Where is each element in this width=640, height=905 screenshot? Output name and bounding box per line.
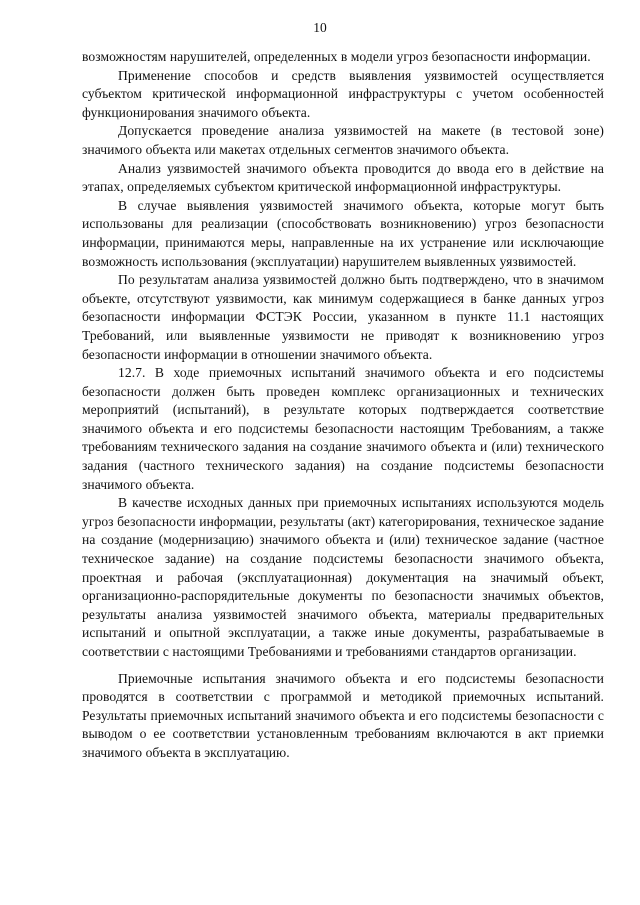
paragraph-vulnerability-remediation: В случае выявления уязвимостей значимого объекта, которые могут быть использованы для реализации (способствовать возникновению) угроз безопасности информации, принимаются меры, направленные на их устранение или исключающие возможность использования (эксплуатации) нарушителем выявленных уязвимостей.	[82, 197, 604, 269]
paragraph-acceptance-tests: Приемочные испытания значимого объекта и его подсистемы безопасности проводятся в соответствии с программой и методикой приемочных испытаний. Результаты приемочных испытаний значимого объекта и его подсистемы безопасности с выводом о ее соответствии установленным требованиям включаются в акт приемки значимого объекта в эксплуатацию.	[82, 670, 604, 760]
paragraph-analysis-timing: Анализ уязвимостей значимого объекта проводится до ввода его в действие на этапах, определяемых субъектом критической информационной инфраструктуры.	[82, 160, 604, 195]
paragraph-vulnerability-methods: Применение способов и средств выявления уязвимостей осуществляется субъектом критической информационной инфраструктуры с учетом особенностей функционирования значимого объекта.	[82, 67, 604, 120]
paragraph-analysis-results: По результатам анализа уязвимостей должно быть подтверждено, что в значимом объекте, отсутствуют уязвимости, как минимум содержащиеся в банке данных угроз безопасности информации ФСТЭК России, указанном в пункте 11.1 настоящих Требований, или выявленные уязвимости не приводят к возникновению угроз безопасности информации в отношении значимого объекта.	[82, 272, 604, 362]
page-number: 10	[313, 20, 327, 35]
paragraph-section-12-7: 12.7. В ходе приемочных испытаний значимого объекта и его подсистемы безопасности должен быть проведен комплекс организационных и технических мероприятий (испытаний), в результате которых подтверждается соответствие значимого объекта и его подсистемы безопасности настоящим Требованиям, а также требованиям технического задания на создание значимого объекта и (или) технического задания (частного технического задания) на создание подсистемы безопасности значимого объекта.	[82, 365, 604, 492]
paragraph-continuation: возможностям нарушителей, определенных в модели угроз безопасности информации.	[82, 49, 591, 64]
document-body	[82, 48, 604, 763]
paragraph-input-data: В качестве исходных данных при приемочных испытаниях используются модель угроз безопасности информации, результаты (акт) категорирования, техническое задание на создание (модернизацию) значимого объекта и (или) техническое задание (частное техническое задание) на создание подсистемы безопасности значимого объекта, проектная и рабочая (эксплуатационная) документация на значимый объект, организационно-распорядительные документы по безопасности значимых объектов, результаты анализа уязвимостей значимого объекта, материалы предварительных испытаний и опытной эксплуатации, а также иные документы, разрабатываемые в соответствии с настоящими Требованиями и требованиями стандартов организации.	[82, 495, 604, 659]
paragraph-mockup-analysis: Допускается проведение анализа уязвимостей на макете (в тестовой зоне) значимого объекта или макетах отдельных сегментов значимого объекта.	[82, 123, 604, 157]
